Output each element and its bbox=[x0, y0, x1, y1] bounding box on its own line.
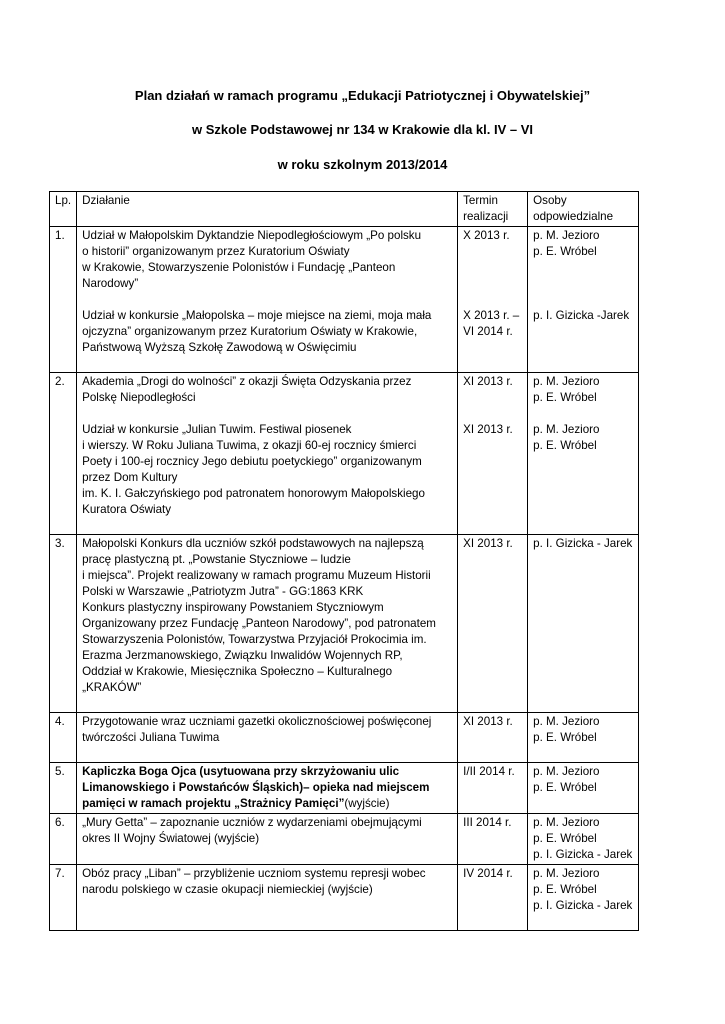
spacer bbox=[533, 260, 633, 276]
table-row bbox=[50, 865, 639, 931]
row-action bbox=[77, 713, 458, 763]
spacer bbox=[82, 292, 452, 308]
header-action-label: Działanie bbox=[82, 194, 130, 207]
row-term bbox=[458, 227, 528, 373]
table-row bbox=[50, 713, 639, 763]
spacer bbox=[463, 390, 522, 406]
term-text-line: XI 2013 r. bbox=[463, 715, 513, 728]
action-text-line: im. K. I. Gałczyńskiego pod patronatem honorowym Małopolskiego bbox=[82, 487, 425, 500]
term-text-line: I/II 2014 r. bbox=[463, 765, 515, 778]
row-term bbox=[458, 535, 528, 713]
person-name: p. E. Wróbel bbox=[533, 731, 597, 744]
term-text-line: III 2014 r. bbox=[463, 816, 512, 829]
row-number-value: 4. bbox=[55, 715, 65, 728]
action-text-line: ojczyzna” organizowanym przez Kuratorium Oświaty w Krakowie, bbox=[82, 325, 418, 338]
row-number-value: 5. bbox=[55, 765, 65, 778]
action-text-line: Stowarzyszenia Polonistów, Towarzystwa Przyjaciół Prokocimia im. bbox=[82, 633, 427, 646]
row-action bbox=[77, 865, 458, 931]
person-name: p. M. Jezioro bbox=[533, 375, 600, 388]
spacer bbox=[463, 292, 522, 308]
header-persons-line1: Osoby bbox=[533, 194, 567, 207]
row-number-value: 7. bbox=[55, 867, 65, 880]
action-text-line: narodu polskiego w czasie okupacji niemieckiej (wyjście) bbox=[82, 883, 373, 896]
spacer bbox=[463, 260, 522, 276]
action-text-line: Narodowy” bbox=[82, 277, 139, 290]
row-number-value: 1. bbox=[55, 229, 65, 242]
spacer bbox=[463, 244, 522, 260]
action-text-line: w Krakowie, Stowarzyszenie Polonistów i Fundację „Panteon bbox=[82, 261, 396, 274]
spacer bbox=[463, 406, 522, 422]
action-text-line: „KRAKÓW” bbox=[82, 681, 142, 694]
action-text-line: Przygotowanie wraz uczniami gazetki okolicznościowej poświęconej bbox=[82, 715, 432, 728]
person-name: p. I. Gizicka - Jarek bbox=[533, 848, 633, 861]
action-text-line: „Mury Getta” – zapoznanie uczniów z wydarzeniami obejmującymi bbox=[82, 816, 422, 829]
action-text-line: twórczości Juliana Tuwima bbox=[82, 731, 220, 744]
row-persons bbox=[528, 865, 639, 931]
action-text-line: Udział w konkursie „Julian Tuwim. Festiwal piosenek bbox=[82, 423, 352, 436]
action-text-line: Polskę Niepodległości bbox=[82, 391, 196, 404]
person-name: p. M. Jezioro bbox=[533, 765, 600, 778]
action-text-line: Państwową Wyższą Szkołę Zawodową w Oświęcimiu bbox=[82, 341, 357, 354]
person-name: p. M. Jezioro bbox=[533, 816, 600, 829]
action-text-line: i miejsca”. Projekt realizowany w ramach programu Muzeum Historii bbox=[82, 569, 431, 582]
table-row bbox=[50, 763, 639, 814]
action-text-line: o historii” organizowanym przez Kuratorium Oświaty bbox=[82, 245, 350, 258]
person-name: p. E. Wróbel bbox=[533, 832, 597, 845]
row-persons bbox=[528, 227, 639, 373]
document-subtitle-school: w Szkole Podstawowej nr 134 w Krakowie dla kl. IV – VI bbox=[191, 122, 533, 137]
person-name: p. M. Jezioro bbox=[533, 867, 600, 880]
document-title: Plan działań w ramach programu „Edukacji Patriotycznej i Obywatelskiej” bbox=[134, 88, 591, 103]
document-subtitle-year: w roku szkolnym 2013/2014 bbox=[277, 157, 448, 172]
person-name: p. M. Jezioro bbox=[533, 423, 600, 436]
action-text-line: Kuratora Oświaty bbox=[82, 503, 172, 516]
term-text-line: X 2013 r. – bbox=[463, 309, 520, 322]
person-name: p. E. Wróbel bbox=[533, 391, 597, 404]
action-text-line: Konkurs plastyczny inspirowany Powstaniem Styczniowym bbox=[82, 601, 384, 614]
row-number bbox=[50, 535, 77, 713]
term-text-line: VI 2014 r. bbox=[463, 325, 513, 338]
row-persons bbox=[528, 713, 639, 763]
row-number bbox=[50, 865, 77, 931]
header-persons bbox=[528, 192, 639, 227]
row-action bbox=[77, 535, 458, 713]
row-term bbox=[458, 373, 528, 535]
header-lp bbox=[50, 192, 77, 227]
row-action bbox=[77, 227, 458, 373]
row-persons bbox=[528, 763, 639, 814]
header-action bbox=[77, 192, 458, 227]
person-name: p. M. Jezioro bbox=[533, 229, 600, 242]
spacer bbox=[82, 406, 452, 422]
row-number-value: 3. bbox=[55, 537, 65, 550]
row-persons bbox=[528, 373, 639, 535]
activity-plan-table bbox=[49, 191, 639, 931]
header-persons-line2: odpowiedzialne bbox=[533, 210, 614, 223]
action-text-line: Organizowany przez Fundację „Panteon Narodowy”, pod patronatem bbox=[82, 617, 436, 630]
person-name: p. E. Wróbel bbox=[533, 883, 597, 896]
person-name: p. I. Gizicka - Jarek bbox=[533, 537, 633, 550]
term-text-line: XI 2013 r. bbox=[463, 423, 513, 436]
action-text-line: przez Dom Kultury bbox=[82, 471, 178, 484]
row-number-value: 6. bbox=[55, 816, 65, 829]
row-term bbox=[458, 713, 528, 763]
header-lp-label: Lp. bbox=[55, 194, 72, 207]
row-term bbox=[458, 763, 528, 814]
row-action bbox=[77, 814, 458, 865]
row-number bbox=[50, 373, 77, 535]
spacer bbox=[533, 276, 633, 292]
action-text-line: Akademia „Drogi do wolności” z okazji Święta Odzyskania przez bbox=[82, 375, 412, 388]
row-persons bbox=[528, 535, 639, 713]
row-term bbox=[458, 865, 528, 931]
table-row bbox=[50, 227, 639, 373]
table-row bbox=[50, 373, 639, 535]
spacer bbox=[533, 292, 633, 308]
action-text-line: Poety i 100-ej rocznicy Jego debiutu poetyckiego” organizowanym bbox=[82, 455, 422, 468]
action-text-line: Udział w konkursie „Małopolska – moje miejsce na ziemi, moja mała bbox=[82, 309, 432, 322]
person-name: p. E. Wróbel bbox=[533, 439, 597, 452]
row-action bbox=[77, 373, 458, 535]
header-term-line2: realizacji bbox=[463, 210, 509, 223]
table-row bbox=[50, 814, 639, 865]
action-text-line: Udział w Małopolskim Dyktandzie Niepodległościowym „Po polsku bbox=[82, 229, 422, 242]
person-name: p. E. Wróbel bbox=[533, 781, 597, 794]
action-text-line: Polski w Warszawie „Patriotyzm Jutra” - GG:1863 KRK bbox=[82, 585, 364, 598]
row-number bbox=[50, 713, 77, 763]
action-text-line: Małopolski Konkurs dla uczniów szkół podstawowych na najlepszą bbox=[82, 537, 424, 550]
action-text-line: okres II Wojny Światowej (wyjście) bbox=[82, 832, 260, 845]
person-name: p. I. Gizicka - Jarek bbox=[533, 899, 633, 912]
action-bold-text: pamięci w ramach projektu „Strażnicy Pamięci” bbox=[82, 797, 345, 810]
spacer bbox=[533, 406, 633, 422]
table-header-row bbox=[50, 192, 639, 227]
action-text-line: Limanowskiego i Powstańców Śląskich)– opieka nad miejscem bbox=[82, 781, 430, 794]
table-row bbox=[50, 535, 639, 713]
action-text-line: i wierszy. W Roku Juliana Tuwima, z okazji 60-ej rocznicy śmierci bbox=[82, 439, 417, 452]
person-name: p. E. Wróbel bbox=[533, 245, 597, 258]
action-text-tail: (wyjście) bbox=[344, 797, 390, 810]
term-text-line: XI 2013 r. bbox=[463, 537, 513, 550]
action-text-line: Kapliczka Boga Ojca (usytuowana przy skrzyżowaniu ulic bbox=[82, 765, 400, 778]
row-persons bbox=[528, 814, 639, 865]
term-text-line: X 2013 r. bbox=[463, 229, 510, 242]
action-text-line: Oddział w Krakowie, Miesięcznika Społeczno – Kulturalnego bbox=[82, 665, 393, 678]
person-name: p. M. Jezioro bbox=[533, 715, 600, 728]
row-number bbox=[50, 763, 77, 814]
header-term-line1: Termin bbox=[463, 194, 498, 207]
person-name: p. I. Gizicka -Jarek bbox=[533, 309, 630, 322]
action-text-line: Erazma Jerzmanowskiego, Związku Inwalidów Wojennych RP, bbox=[82, 649, 403, 662]
term-text-line: XI 2013 r. bbox=[463, 375, 513, 388]
row-number bbox=[50, 227, 77, 373]
row-number bbox=[50, 814, 77, 865]
row-action bbox=[77, 763, 458, 814]
row-term bbox=[458, 814, 528, 865]
action-text-line: pracę plastyczną pt. „Powstanie Styczniowe – ludzie bbox=[82, 553, 351, 566]
spacer bbox=[463, 276, 522, 292]
action-text-line: Obóz pracy „Liban” – przybliżenie uczniom systemu represji wobec bbox=[82, 867, 426, 880]
action-text-line bbox=[82, 796, 452, 812]
term-text-line: IV 2014 r. bbox=[463, 867, 513, 880]
row-number-value: 2. bbox=[55, 375, 65, 388]
header-term bbox=[458, 192, 528, 227]
